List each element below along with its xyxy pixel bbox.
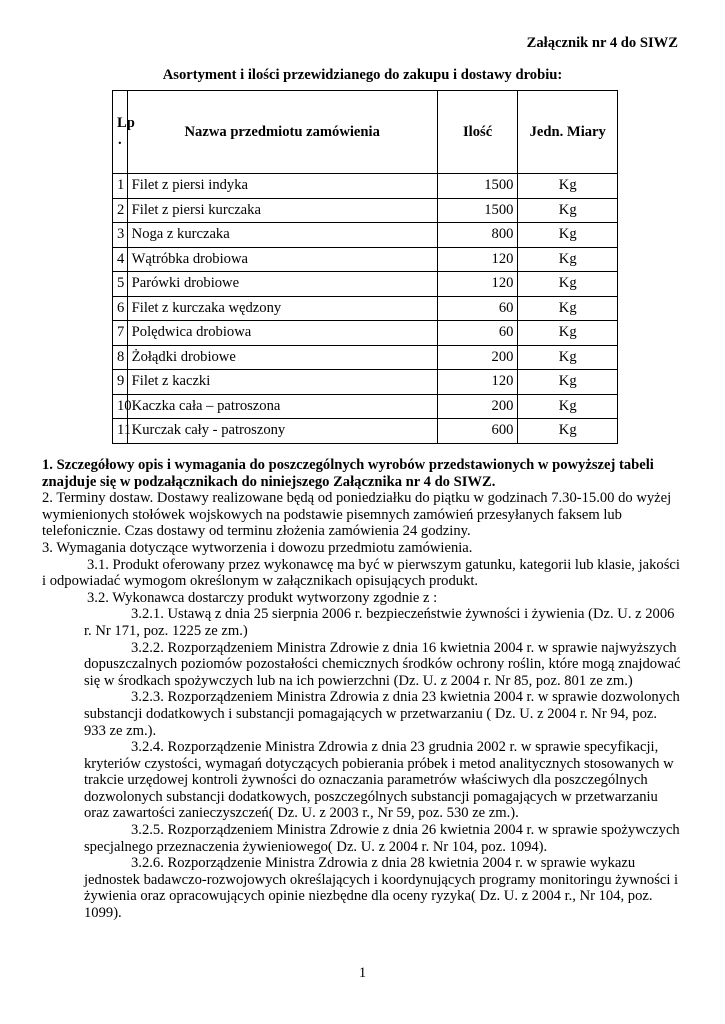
row-lp: 10: [113, 394, 128, 419]
row-lp: 1: [113, 174, 128, 199]
page-title: Asortyment i ilości przewidzianego do zakupu i dostawy drobiu:: [162, 67, 563, 83]
col-header-unit: Jedn. Miary: [518, 91, 618, 174]
section-1: 1. Szczegółowy opis i wymagania do poszczególnych wyrobów przedstawionych w powyższej tabeli znajduje się w podzałącznikach do niniejszego Załącznika nr 4 do SIWZ.: [42, 457, 654, 490]
items-table: [112, 90, 618, 444]
row-lp: 2: [113, 198, 128, 223]
row-name: Kurczak cały - patroszony: [127, 419, 437, 444]
row-name: Filet z piersi kurczaka: [127, 198, 437, 223]
table-row: [113, 223, 618, 248]
row-unit: Kg: [518, 321, 618, 346]
row-qty: 200: [437, 394, 518, 419]
row-qty: 1500: [437, 174, 518, 199]
specification-text: [42, 457, 682, 922]
row-name: Żołądki drobiowe: [127, 345, 437, 370]
table-row: [113, 247, 618, 272]
row-lp: 3: [113, 223, 128, 248]
row-name: Noga z kurczaka: [127, 223, 437, 248]
row-unit: Kg: [518, 345, 618, 370]
row-unit: Kg: [518, 419, 618, 444]
attachment-label: Załącznik nr 4 do SIWZ: [526, 35, 678, 51]
table-row: [113, 198, 618, 223]
row-qty: 60: [437, 321, 518, 346]
section-3-2-4: 3.2.4. Rozporządzenie Ministra Zdrowia z dnia 23 grudnia 2002 r. w sprawie specyfikacji, kryteriów czystości, wymagań dotyczących pobierania próbek i metod analitycznych stosowanych w trakcie urzędowej kontroli żywności do oznaczania parametrów właściwych dla poszczególnych dozwolonych substancji dodatkowych, poszczególnych substancji pomagających w przetwarzaniu oraz zawartości zanieczyszczeń( Dz. U. z 2003 r., Nr 59, poz. 530 ze zm.).: [84, 739, 674, 822]
section-3: 3. Wymagania dotyczące wytworzenia i dowozu przedmiotu zamówienia.: [42, 539, 473, 556]
row-name: Wątróbka drobiowa: [127, 247, 437, 272]
row-unit: Kg: [518, 223, 618, 248]
row-qty: 600: [437, 419, 518, 444]
table-header-row: [113, 91, 618, 174]
section-3-2: 3.2. Wykonawca dostarczy produkt wytworzony zgodnie z :: [87, 589, 438, 606]
row-unit: Kg: [518, 394, 618, 419]
row-name: Filet z piersi indyka: [127, 174, 437, 199]
page-number: 1: [358, 965, 367, 981]
row-lp: 6: [113, 296, 128, 321]
row-unit: Kg: [518, 370, 618, 395]
table-row: [113, 370, 618, 395]
row-qty: 120: [437, 370, 518, 395]
row-qty: 200: [437, 345, 518, 370]
row-unit: Kg: [518, 296, 618, 321]
row-name: Filet z kurczaka wędzony: [127, 296, 437, 321]
row-unit: Kg: [518, 272, 618, 297]
section-3-2-3: 3.2.3. Rozporządzeniem Ministra Zdrowia z dnia 23 kwietnia 2004 r. w sprawie dozwolonych substancji dodatkowych i substancji pomagających w przetwarzaniu ( Dz. U. z 2004 r. Nr 94, poz. 933 ze zm.).: [84, 689, 680, 739]
row-unit: Kg: [518, 247, 618, 272]
col-header-qty: Ilość: [437, 91, 518, 174]
table-row: [113, 174, 618, 199]
row-lp: 11: [113, 419, 128, 444]
section-2: 2. Terminy dostaw. Dostawy realizowane będą od poniedziałku do piątku w godzinach 7.30-15.00 do wyżej wymienionych stołówek wojskowych na podstawie pisemnych zamówień przesyłanych faksem lub telefonicznie. Czas dostawy od terminu złożenia zamówienia 24 godziny.: [42, 490, 672, 540]
row-name: Polędwica drobiowa: [127, 321, 437, 346]
table-row: [113, 345, 618, 370]
table-row: [113, 296, 618, 321]
row-lp: 7: [113, 321, 128, 346]
row-lp: 4: [113, 247, 128, 272]
table-row: [113, 272, 618, 297]
row-lp: 5: [113, 272, 128, 297]
table-row: [113, 394, 618, 419]
row-lp: 8: [113, 345, 128, 370]
col-header-name: Nazwa przedmiotu zamówienia: [127, 91, 437, 174]
row-qty: 60: [437, 296, 518, 321]
row-qty: 800: [437, 223, 518, 248]
row-name: Kaczka cała – patroszona: [127, 394, 437, 419]
section-3-2-2: 3.2.2. Rozporządzeniem Ministra Zdrowie z dnia 16 kwietnia 2004 r. w sprawie najwyższych dopuszczalnych poziomów pozostałości chemicznych środków ochrony roślin, które mogą znajdować się w środkach spożywczych lub na ich powierzchni (Dz. U. z 2004 r. Nr 85, poz. 801 ze zm.): [84, 639, 681, 689]
section-3-1: 3.1. Produkt oferowany przez wykonawcę ma być w pierwszym gatunku, kategorii lub klasie, jakości i odpowiadać wymogom określonym w załącznikach opisujących produkt.: [42, 556, 680, 590]
table-row: [113, 321, 618, 346]
col-header-lp: Lp .: [113, 91, 128, 174]
row-unit: Kg: [518, 174, 618, 199]
section-3-2-1: 3.2.1. Ustawą z dnia 25 sierpnia 2006 r. bezpieczeństwie żywności i żywienia (Dz. U. z 2006 r. Nr 171, poz. 1225 ze zm.): [84, 606, 675, 639]
table-row: [113, 419, 618, 444]
row-qty: 1500: [437, 198, 518, 223]
section-3-2-5: 3.2.5. Rozporządzeniem Ministra Zdrowie z dnia 26 kwietnia 2004 r. w sprawie spożywczych specjalnego przeznaczenia żywieniowego( Dz. U. z 2004 r. Nr 104, poz. 1094).: [84, 822, 680, 855]
row-unit: Kg: [518, 198, 618, 223]
section-3-2-6: 3.2.6. Rozporządzenie Ministra Zdrowia z dnia 28 kwietnia 2004 r. w sprawie wykazu jednostek badawczo-rozwojowych określających i koordynujących programy monitoringu żywności i żywienia oraz opracowujących opinie niezbędne dla oceny ryzyka( Dz. U. z 2004 r., Nr 104, poz. 1099).: [84, 855, 679, 922]
row-qty: 120: [437, 247, 518, 272]
row-name: Filet z kaczki: [127, 370, 437, 395]
row-name: Parówki drobiowe: [127, 272, 437, 297]
row-qty: 120: [437, 272, 518, 297]
row-lp: 9: [113, 370, 128, 395]
